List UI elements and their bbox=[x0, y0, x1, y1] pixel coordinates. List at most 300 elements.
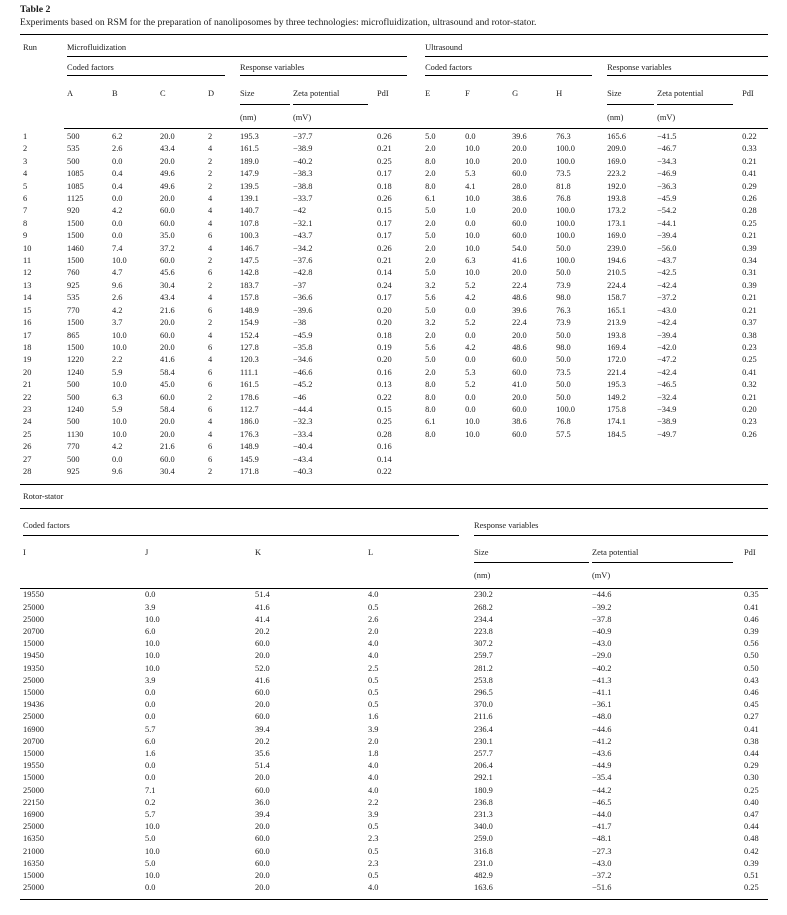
cell bbox=[654, 454, 739, 466]
cell: 76.8 bbox=[556, 417, 571, 427]
cell: 0.25 bbox=[744, 785, 759, 795]
cell: 4.1 bbox=[465, 181, 476, 191]
cell: 10.0 bbox=[145, 663, 160, 673]
cell: −44.1 bbox=[657, 218, 677, 228]
cell: 10.0 bbox=[145, 871, 160, 881]
cell: 10.0 bbox=[145, 846, 160, 856]
table-head-rotor-stator bbox=[20, 509, 768, 589]
cell: 60.0 bbox=[160, 392, 175, 402]
cell: 307.2 bbox=[474, 639, 493, 649]
cell: 98.0 bbox=[556, 293, 571, 303]
run-cell: 8 bbox=[23, 218, 28, 228]
cell: 4 bbox=[208, 206, 213, 216]
cell: 0.0 bbox=[465, 392, 476, 402]
cell: 10.0 bbox=[112, 429, 127, 439]
cell: −42.4 bbox=[657, 318, 677, 328]
table-row bbox=[20, 772, 768, 784]
cell: 0.51 bbox=[744, 871, 759, 881]
cell: 30.4 bbox=[160, 466, 175, 476]
subgroup-response-variables-micro bbox=[237, 57, 422, 76]
cell: 41.6 bbox=[160, 355, 175, 365]
cell: 21.6 bbox=[160, 442, 175, 452]
cell: 195.3 bbox=[240, 132, 259, 141]
cell: 0.41 bbox=[742, 169, 757, 179]
cell: −38.3 bbox=[293, 169, 313, 179]
column-header-row bbox=[20, 536, 768, 563]
cell: 5.6 bbox=[425, 342, 436, 352]
cell: 0.41 bbox=[744, 724, 759, 734]
cell: 0.14 bbox=[377, 268, 392, 278]
table-row bbox=[20, 760, 768, 772]
cell: 0.0 bbox=[145, 688, 156, 697]
cell: 8.0 bbox=[425, 380, 436, 390]
cell: −38 bbox=[293, 318, 307, 328]
cell: 0.41 bbox=[742, 367, 757, 377]
cell: −40.4 bbox=[293, 442, 313, 452]
empty-cell bbox=[205, 105, 237, 129]
cell bbox=[422, 441, 462, 453]
subgroup-label: Response variables bbox=[240, 63, 407, 76]
empty-cell bbox=[365, 563, 471, 589]
cell: 865 bbox=[67, 330, 80, 340]
cell: 206.4 bbox=[474, 761, 493, 771]
cell: 73.9 bbox=[556, 280, 571, 290]
cell: 2.6 bbox=[112, 144, 123, 154]
cell: 223.8 bbox=[474, 626, 493, 636]
cell: 189.0 bbox=[240, 156, 259, 166]
column-header-row bbox=[20, 76, 768, 105]
cell: 0.0 bbox=[465, 132, 476, 141]
table-caption: Experiments based on RSM for the preparation of nanoliposomes by three technologies: microfluidization, ultrasound and rotor-stator. bbox=[20, 17, 537, 28]
cell: 281.2 bbox=[474, 663, 493, 673]
cell: 41.6 bbox=[512, 256, 527, 266]
cell bbox=[509, 441, 553, 453]
cell: 5.0 bbox=[145, 834, 156, 844]
cell: 146.7 bbox=[240, 243, 259, 253]
cell: 148.9 bbox=[240, 305, 259, 315]
cell bbox=[462, 441, 509, 453]
column-header-J: J bbox=[145, 548, 149, 558]
run-cell: 23 bbox=[23, 404, 32, 414]
cell: 20.0 bbox=[512, 268, 527, 278]
run-cell: 22 bbox=[23, 392, 32, 402]
cell: 209.0 bbox=[607, 144, 626, 154]
run-cell: 28 bbox=[23, 466, 32, 476]
subgroup-label: Response variables bbox=[607, 63, 768, 76]
cell: 161.5 bbox=[240, 144, 259, 154]
cell: 5.9 bbox=[112, 367, 123, 377]
cell: 5.6 bbox=[425, 293, 436, 303]
cell: 0.0 bbox=[145, 712, 156, 722]
empty-cell bbox=[252, 563, 365, 589]
cell: 4 bbox=[208, 429, 213, 439]
cell: 0.33 bbox=[742, 144, 757, 154]
cell: 158.7 bbox=[607, 293, 626, 303]
run-cell: 1 bbox=[23, 131, 28, 141]
cell: 1125 bbox=[67, 194, 84, 204]
cell: 4.2 bbox=[112, 442, 123, 452]
cell: 2 bbox=[208, 156, 213, 166]
cell: 0.26 bbox=[377, 194, 392, 204]
cell: 500 bbox=[67, 380, 80, 390]
cell: 296.5 bbox=[474, 688, 493, 697]
cell: −32.3 bbox=[293, 417, 313, 427]
cell: 16900 bbox=[23, 810, 44, 820]
table-row bbox=[20, 416, 768, 428]
cell: 2 bbox=[208, 280, 213, 290]
cell: 0.5 bbox=[368, 846, 379, 856]
cell: 22.4 bbox=[512, 318, 527, 328]
cell: 1130 bbox=[67, 429, 84, 439]
cell: 20.0 bbox=[160, 132, 175, 141]
cell: 112.7 bbox=[240, 404, 259, 414]
cell: 20.0 bbox=[512, 156, 527, 166]
cell: 4.2 bbox=[465, 293, 476, 303]
cell: −37.6 bbox=[293, 256, 313, 266]
run-cell: 15 bbox=[23, 305, 32, 315]
cell: −35.4 bbox=[592, 773, 612, 783]
cell: 0.0 bbox=[112, 156, 123, 166]
cell: −43.0 bbox=[592, 858, 612, 868]
cell: 0.22 bbox=[377, 466, 392, 476]
cell: −37.7 bbox=[293, 132, 313, 141]
cell: 2.5 bbox=[368, 663, 379, 673]
table-row bbox=[20, 699, 768, 711]
cell: 0.0 bbox=[465, 355, 476, 365]
column-header-K: K bbox=[255, 548, 262, 558]
experiments-table-top bbox=[20, 34, 768, 485]
column-label: Size bbox=[474, 548, 589, 563]
cell: 127.8 bbox=[240, 342, 259, 352]
cell: 6 bbox=[208, 231, 213, 241]
cell: 0.25 bbox=[744, 883, 759, 893]
column-header-size-micro bbox=[237, 76, 290, 105]
cell: 3.2 bbox=[425, 280, 436, 290]
cell: 50.0 bbox=[556, 330, 571, 340]
cell: 3.9 bbox=[368, 724, 379, 734]
subgroup-label: Coded factors bbox=[425, 63, 592, 76]
cell: −44.9 bbox=[592, 761, 612, 771]
cell: 45.0 bbox=[160, 380, 175, 390]
run-cell: 2 bbox=[23, 144, 28, 154]
cell: 0.26 bbox=[742, 194, 757, 204]
cell: 193.8 bbox=[607, 330, 626, 340]
cell: 1085 bbox=[67, 169, 84, 179]
cell: 0.21 bbox=[377, 144, 392, 154]
cell: 234.4 bbox=[474, 614, 493, 624]
column-header-I: I bbox=[23, 548, 26, 558]
cell: 6.1 bbox=[425, 194, 436, 204]
cell: −40.2 bbox=[293, 156, 313, 166]
group-label: Microfluidization bbox=[67, 43, 407, 57]
cell: −43.6 bbox=[592, 749, 612, 759]
cell: 35.0 bbox=[160, 231, 175, 241]
cell: 6 bbox=[208, 442, 213, 452]
cell: 0.18 bbox=[377, 330, 392, 340]
cell: 183.7 bbox=[240, 280, 259, 290]
cell: 20.0 bbox=[255, 871, 270, 881]
subgroup-label: Response variables bbox=[474, 521, 768, 536]
table-row bbox=[20, 882, 768, 900]
cell: 236.8 bbox=[474, 797, 493, 807]
cell: 0.23 bbox=[742, 417, 757, 427]
cell: 172.0 bbox=[607, 355, 626, 365]
cell: −36.1 bbox=[592, 700, 612, 710]
group-label: Ultrasound bbox=[425, 43, 768, 57]
cell: 173.2 bbox=[607, 206, 626, 216]
cell: 25000 bbox=[23, 602, 44, 612]
cell: 760 bbox=[67, 268, 80, 278]
cell: 148.9 bbox=[240, 442, 259, 452]
unit-zeta-rotor: (mV) bbox=[589, 563, 741, 589]
cell: 253.8 bbox=[474, 675, 493, 685]
cell: −43.4 bbox=[293, 454, 313, 464]
cell: 60.0 bbox=[255, 688, 270, 697]
cell: 10.0 bbox=[145, 651, 160, 661]
cell: 36.0 bbox=[255, 797, 270, 807]
run-cell: 7 bbox=[23, 206, 28, 216]
cell: 100.0 bbox=[556, 404, 575, 414]
run-cell: 3 bbox=[23, 156, 28, 166]
cell: 20.0 bbox=[160, 156, 175, 166]
cell: 5.3 bbox=[465, 367, 476, 377]
cell: 4.7 bbox=[112, 268, 123, 278]
cell: 20.0 bbox=[160, 318, 175, 328]
cell: −46.5 bbox=[592, 797, 612, 807]
cell: −29.0 bbox=[592, 651, 612, 661]
subgroup-coded-factors-rotor bbox=[20, 509, 471, 536]
cell: 60.0 bbox=[160, 206, 175, 216]
cell: 45.6 bbox=[160, 268, 175, 278]
cell: 0.0 bbox=[112, 231, 123, 241]
cell: −41.3 bbox=[592, 675, 612, 685]
cell: 0.24 bbox=[377, 280, 392, 290]
cell: 2.0 bbox=[425, 243, 436, 253]
cell bbox=[604, 454, 654, 466]
cell: 48.6 bbox=[512, 342, 527, 352]
run-cell: 6 bbox=[23, 194, 28, 204]
unit-zeta-ultra: (mV) bbox=[654, 105, 739, 129]
cell: 920 bbox=[67, 206, 80, 216]
table-row bbox=[20, 342, 768, 354]
cell: 4 bbox=[208, 243, 213, 253]
cell: −37.8 bbox=[592, 614, 612, 624]
cell: 39.4 bbox=[255, 724, 270, 734]
cell bbox=[509, 454, 553, 466]
cell: 20.0 bbox=[255, 822, 270, 832]
run-cell: 27 bbox=[23, 454, 32, 464]
column-label: Zeta potential bbox=[657, 89, 733, 105]
cell: 39.6 bbox=[512, 305, 527, 315]
cell: 500 bbox=[67, 132, 80, 141]
cell: −46.7 bbox=[657, 144, 677, 154]
cell: 60.0 bbox=[512, 404, 527, 414]
cell: 174.1 bbox=[607, 417, 626, 427]
empty-cell bbox=[462, 105, 509, 129]
table-row bbox=[20, 687, 768, 699]
table-row bbox=[20, 614, 768, 626]
cell: 1460 bbox=[67, 243, 84, 253]
cell: 231.0 bbox=[474, 858, 493, 868]
cell: 0.0 bbox=[112, 218, 123, 228]
table-row bbox=[20, 354, 768, 366]
cell: 0.25 bbox=[742, 355, 757, 365]
cell: 0.30 bbox=[744, 773, 759, 783]
cell: 0.28 bbox=[377, 429, 392, 439]
cell: 0.2 bbox=[145, 797, 156, 807]
cell: 5.0 bbox=[145, 858, 156, 868]
cell bbox=[654, 466, 739, 485]
cell: 100.0 bbox=[556, 256, 575, 266]
cell: 169.0 bbox=[607, 156, 626, 166]
cell: 2.0 bbox=[425, 256, 436, 266]
cell: 4.0 bbox=[368, 651, 379, 661]
cell: 41.4 bbox=[255, 614, 270, 624]
cell: 60.0 bbox=[255, 858, 270, 868]
cell: 2.0 bbox=[368, 626, 379, 636]
cell: 0.21 bbox=[742, 231, 757, 241]
table-row bbox=[20, 454, 768, 466]
cell: 6 bbox=[208, 367, 213, 377]
table-row bbox=[20, 466, 768, 485]
run-cell: 13 bbox=[23, 280, 32, 290]
cell: 50.0 bbox=[556, 380, 571, 390]
table-label: Table 2 bbox=[20, 4, 51, 15]
cell: 39.4 bbox=[255, 810, 270, 820]
cell: 100.0 bbox=[556, 206, 575, 216]
cell: 15000 bbox=[23, 688, 44, 697]
unit-size-rotor: (nm) bbox=[471, 563, 589, 589]
cell: 2.3 bbox=[368, 834, 379, 844]
table-row bbox=[20, 441, 768, 453]
empty-cell bbox=[20, 563, 142, 589]
cell: 20.0 bbox=[255, 773, 270, 783]
cell: −40.2 bbox=[592, 663, 612, 673]
cell: 8.0 bbox=[425, 404, 436, 414]
cell: 58.4 bbox=[160, 404, 175, 414]
cell: −34.9 bbox=[657, 404, 677, 414]
run-cell: 21 bbox=[23, 380, 32, 390]
cell: −32.4 bbox=[657, 392, 677, 402]
cell: −41.5 bbox=[657, 132, 677, 141]
cell: 0.38 bbox=[744, 736, 759, 746]
cell: 20.0 bbox=[512, 330, 527, 340]
cell: 0.41 bbox=[744, 602, 759, 612]
table-row bbox=[20, 821, 768, 833]
cell: −46.5 bbox=[657, 380, 677, 390]
cell: 0.17 bbox=[377, 169, 392, 179]
cell: 0.48 bbox=[744, 834, 759, 844]
cell: 0.4 bbox=[112, 181, 123, 191]
cell: 0.44 bbox=[744, 822, 759, 832]
cell: 1500 bbox=[67, 318, 84, 328]
unit-size-micro: (nm) bbox=[237, 105, 290, 129]
cell: 149.2 bbox=[607, 392, 626, 402]
cell: 147.5 bbox=[240, 256, 259, 266]
cell: 8.0 bbox=[425, 181, 436, 191]
cell: 6 bbox=[208, 305, 213, 315]
table-row bbox=[20, 193, 768, 205]
cell: 6.3 bbox=[465, 256, 476, 266]
cell: 0.23 bbox=[742, 342, 757, 352]
run-cell: 10 bbox=[23, 243, 32, 253]
cell: −46.9 bbox=[657, 169, 677, 179]
cell: 180.9 bbox=[474, 785, 493, 795]
cell: 22.4 bbox=[512, 280, 527, 290]
cell: 0.20 bbox=[377, 355, 392, 365]
cell: 5.0 bbox=[425, 206, 436, 216]
unit-size-ultra: (nm) bbox=[604, 105, 654, 129]
cell: 1220 bbox=[67, 355, 84, 365]
cell: 25000 bbox=[23, 675, 44, 685]
cell: 10.0 bbox=[112, 380, 127, 390]
subgroup-header-row bbox=[20, 57, 768, 76]
table-row bbox=[20, 429, 768, 441]
cell: 120.3 bbox=[240, 355, 259, 365]
cell: 239.0 bbox=[607, 243, 626, 253]
table-row bbox=[20, 736, 768, 748]
cell: 35.6 bbox=[255, 749, 270, 759]
cell: 0.21 bbox=[742, 293, 757, 303]
cell: 152.4 bbox=[240, 330, 259, 340]
cell: 0.44 bbox=[744, 749, 759, 759]
cell: 161.5 bbox=[240, 380, 259, 390]
cell: 15000 bbox=[23, 871, 44, 881]
cell: 1500 bbox=[67, 256, 84, 266]
cell: 0.0 bbox=[112, 194, 123, 204]
cell: 2.0 bbox=[425, 144, 436, 154]
cell: −42.4 bbox=[657, 367, 677, 377]
empty-cell bbox=[109, 105, 157, 129]
cell: 0.50 bbox=[744, 651, 759, 661]
cell: 259.7 bbox=[474, 651, 493, 661]
cell: 163.6 bbox=[474, 883, 493, 893]
cell: 25000 bbox=[23, 712, 44, 722]
cell: 0.32 bbox=[742, 380, 757, 390]
cell: 50.0 bbox=[556, 243, 571, 253]
cell: 10.0 bbox=[465, 429, 480, 439]
cell: 195.3 bbox=[607, 380, 626, 390]
run-cell: 26 bbox=[23, 442, 32, 452]
column-header-D: D bbox=[208, 89, 215, 98]
cell: 10.0 bbox=[465, 194, 480, 204]
cell: 0.0 bbox=[145, 883, 156, 893]
cell: 2.0 bbox=[425, 218, 436, 228]
cell: 2 bbox=[208, 256, 213, 266]
cell: 0.28 bbox=[742, 206, 757, 216]
cell: 41.0 bbox=[512, 380, 527, 390]
cell: 51.4 bbox=[255, 590, 270, 600]
cell: 0.21 bbox=[742, 305, 757, 315]
part-label-rotor-stator: Rotor-stator bbox=[20, 485, 768, 509]
cell: 58.4 bbox=[160, 367, 175, 377]
cell: 770 bbox=[67, 305, 80, 315]
table-row bbox=[20, 280, 768, 292]
cell: 0.25 bbox=[742, 218, 757, 228]
cell: 0.5 bbox=[368, 700, 379, 710]
cell: 0.5 bbox=[368, 822, 379, 832]
cell: 7.1 bbox=[145, 785, 156, 795]
cell: 370.0 bbox=[474, 700, 493, 710]
cell: 10.0 bbox=[465, 243, 480, 253]
cell: 4 bbox=[208, 330, 213, 340]
cell: 6 bbox=[208, 454, 213, 464]
cell: 19450 bbox=[23, 651, 44, 661]
table-row bbox=[20, 858, 768, 870]
cell: 0.17 bbox=[377, 231, 392, 241]
cell: 6.3 bbox=[112, 392, 123, 402]
table-row bbox=[20, 846, 768, 858]
